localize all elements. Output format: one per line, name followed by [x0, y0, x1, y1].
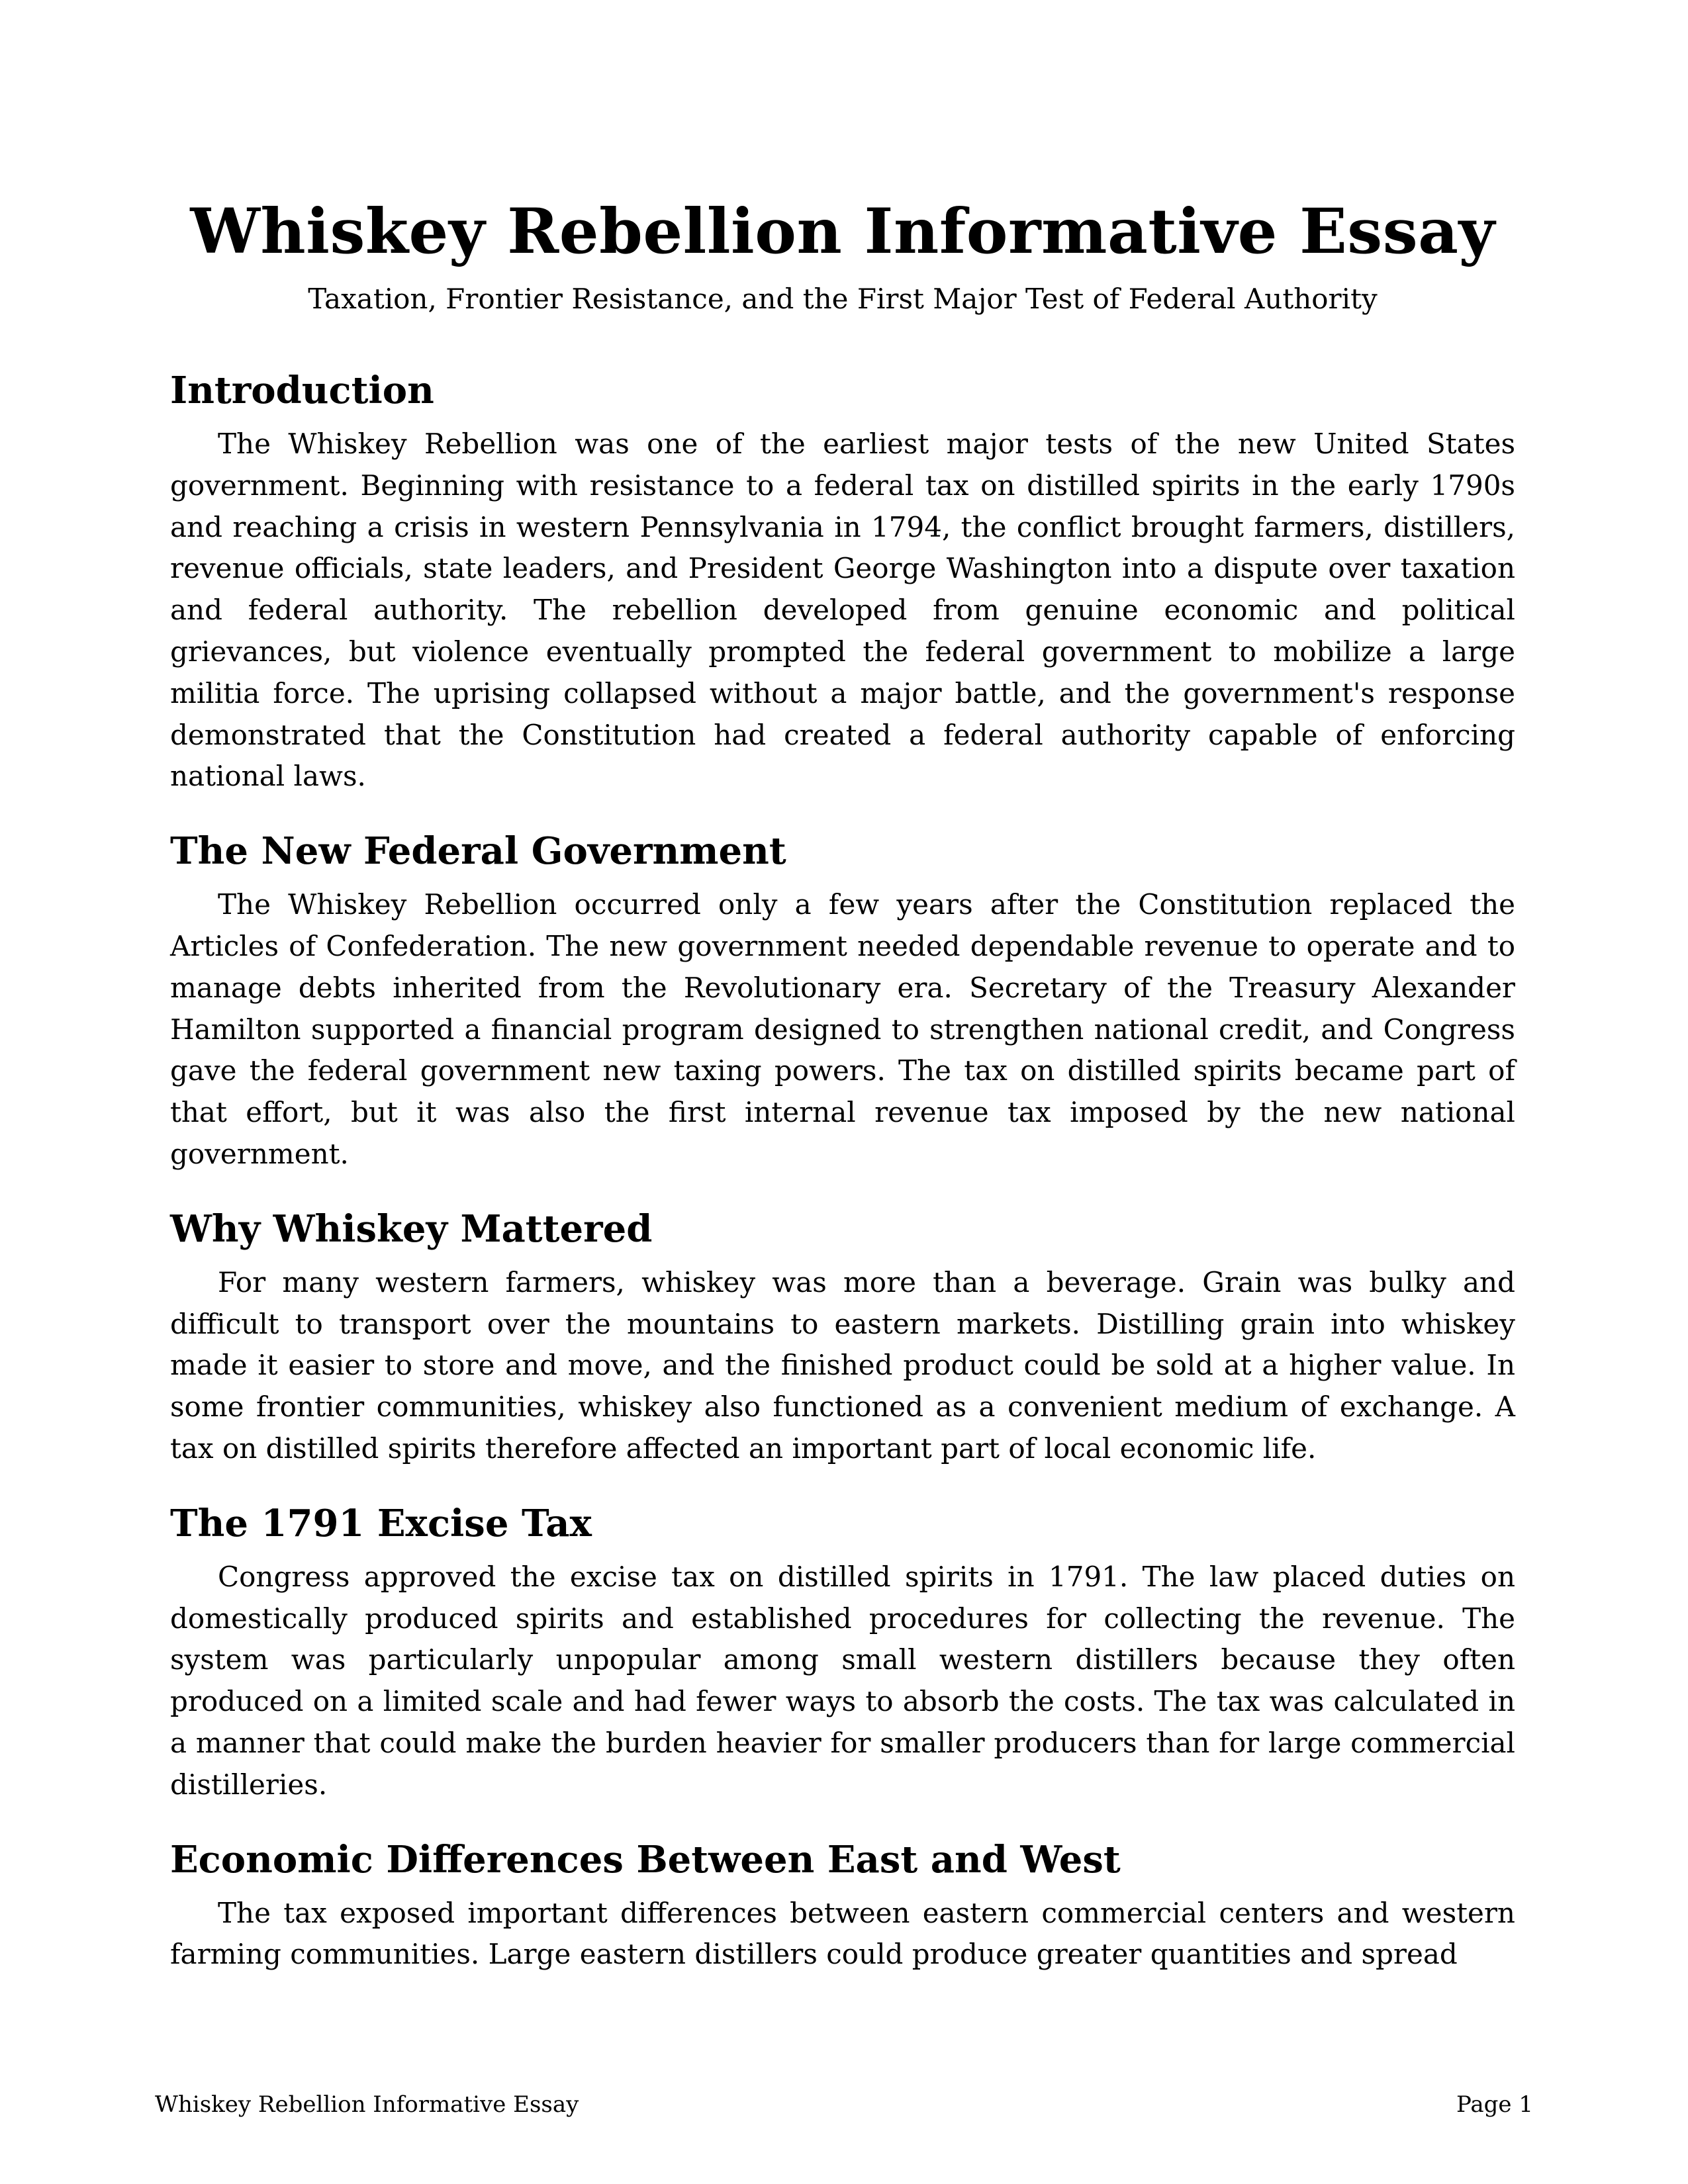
- footer-document-title: Whiskey Rebellion Informative Essay: [155, 2091, 579, 2118]
- section-why-whiskey-mattered: [170, 1205, 1515, 1470]
- section-body: The Whiskey Rebellion was one of the earliest major tests of the new United States government. Beginning with resistance to a federal tax on distilled spirits in the early 1790s and reaching a crisis in western Pennsylvania in 1794, the conflict brought farmers, distillers, revenue officials, state leaders, and President George Washington into a dispute over taxation and federal authority. The rebellion developed from genuine economic and political grievances, but violence eventually prompted the federal government to mobilize a large militia force. The uprising collapsed without a major battle, and the government's response demonstrated that the Constitution had created a federal authority capable of enforcing national laws.: [170, 428, 1515, 793]
- section-heading: Why Whiskey Mattered: [170, 1206, 653, 1251]
- section-body: Congress approved the excise tax on distilled spirits in 1791. The law placed duties on domestically produced spirits and established procedures for collecting the revenue. The system was particularly unpopular among small western distillers because they often produced on a limited scale and had fewer ways to absorb the costs. The tax was calculated in a manner that could make the burden heavier for smaller producers than for large commercial distilleries.: [170, 1560, 1515, 1801]
- section-heading: The New Federal Government: [170, 829, 786, 874]
- section-heading: Economic Differences Between East and West: [170, 1837, 1121, 1882]
- document-title: Whiskey Rebellion Informative Essay: [190, 195, 1495, 268]
- section-body: The tax exposed important differences between eastern commercial centers and western farming communities. Large eastern distillers could produce greater quantities and spread: [170, 1896, 1515, 1971]
- section-heading: The 1791 Excise Tax: [170, 1501, 592, 1545]
- document-subtitle: Taxation, Frontier Resistance, and the First Major Test of Federal Authority: [308, 283, 1378, 315]
- section-body: For many western farmers, whiskey was more than a beverage. Grain was bulky and difficult to transport over the mountains to eastern markets. Distilling grain into whiskey made it easier to store and move, and the finished product could be sold at a higher value. In some frontier communities, whiskey also functioned as a convenient medium of exchange. A tax on distilled spirits therefore affected an important part of local economic life.: [170, 1265, 1515, 1465]
- section-new-federal-government: [170, 827, 1515, 1175]
- section-heading: Introduction: [170, 369, 434, 412]
- footer-page-number: Page 1: [1456, 2091, 1533, 2118]
- section-1791-excise-tax: [170, 1500, 1515, 1806]
- section-economic-differences: [170, 1836, 1515, 1976]
- section-body: The Whiskey Rebellion occurred only a few years after the Constitution replaced the Articles of Confederation. The new government needed dependable revenue to operate and to manage debts inherited from the Revolutionary era. Secretary of the Treasury Alexander Hamilton supported a financial program designed to strengthen national credit, and Congress gave the federal government new taxing powers. The tax on distilled spirits became part of that effort, but it was also the first internal revenue tax imposed by the new national government.: [170, 888, 1515, 1170]
- document-content: [170, 192, 1515, 1976]
- section-introduction: [170, 367, 1515, 797]
